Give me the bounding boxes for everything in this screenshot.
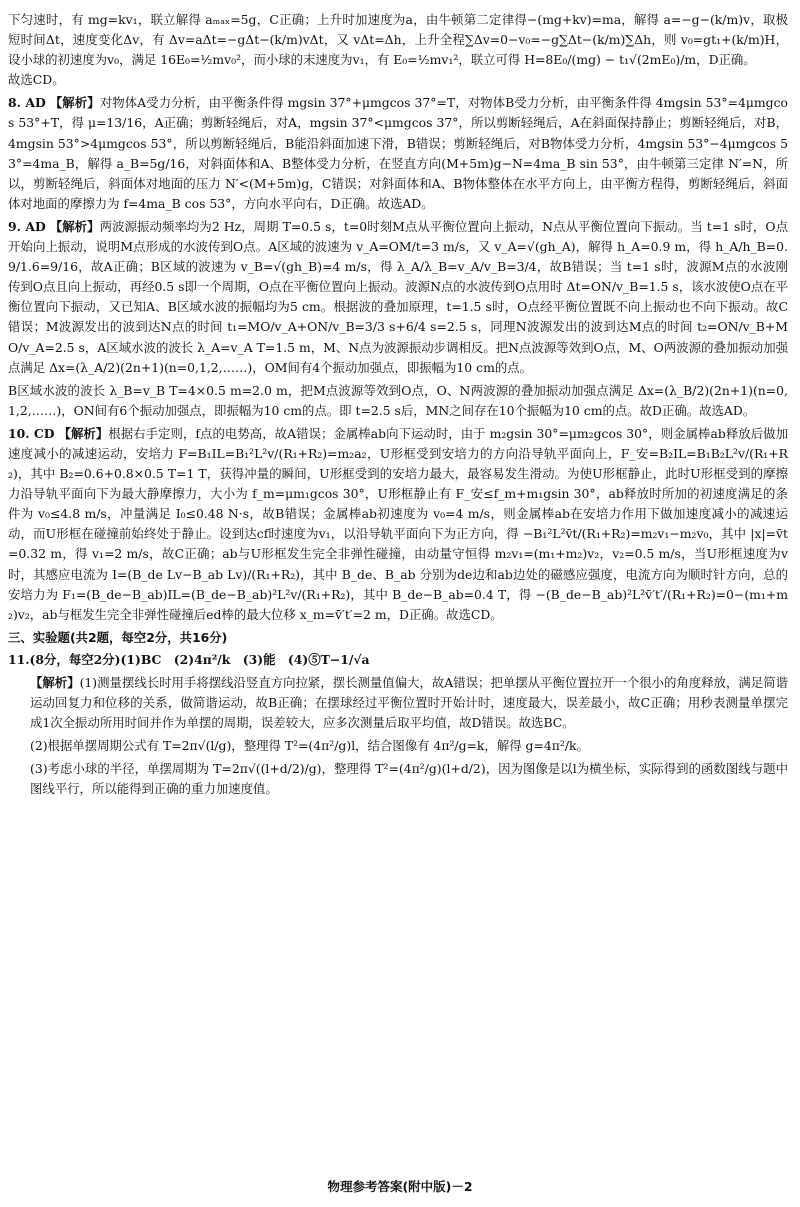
q11-part-2: (2)根据单摆周期公式有 T=2π√(l/g)，整理得 T²=(4π²/g)l，结合图像有 4π²/g=k，解得 g=4π²/k。 [30,738,589,754]
q7-conclusion: 故选CD。 [8,72,65,88]
q8-answer [8,93,788,214]
q11-analysis-tag: 【解析】 [30,675,80,690]
q9-answer-continued [8,381,788,421]
q10-analysis-tag: 【解析】 [58,425,109,441]
q9-answer [8,217,788,378]
q8-analysis-tag: 【解析】 [49,95,100,111]
page-footer: 物理参考答案(附中版)－2 [327,1179,473,1194]
q10-answer [8,424,788,625]
q11-part-3: (3)考虑小球的半径，单摆周期为 T=2π√((l+d/2)/g)，整理得 T²=(4π²/g)(l+d/2)，因为图像是以l为横坐标，实际得到的函数图线与题中图线平行，所以能得到正确的重力加速度值。 [30,761,788,797]
q9-number: 9. AD [8,218,46,234]
q7-text: 下匀速时，有 mg=kv₁，联立解得 aₘₐₓ=5g，C正确；上升时加速度为a，由牛顿第二定律得−(mg+kv)=ma，解得 a=−g−(k/m)v，取极短时间Δt，速度变化Δv，有 Δv=aΔt=−gΔt−(k/m)vΔt，又 vΔt=Δh，上升全程∑Δv=0−v₀=−g∑Δt−(k/m)∑Δh，则 v₀=gt₁+(k/m)H，设小球的初速度为v₀，满足 16E₀=½mv₀²，而小球的末速度为v₁，有 E₀=½mv₁²，联立可得 H=8E₀/(mg) − t₁√(2mE₀)/m，D正确。 [8,12,788,68]
q9-text-1: 两波源振动频率均为2 Hz，周期 T=0.5 s，t=0时刻M点从平衡位置向上振动，N点从平衡位置向下振动。当 t=1 s时，O点开始向上振动，说明M点形成的水波传到O点。A区域的波速为 v_A=OM/t=3 m/s，又 v_A=√(gh_A)，解得 h_A=0.9 m，得 h_A/h_B=0.9/1.6=9/16，故A正确；B区域的波速为 v_B=√(gh_B)=4 m/s，得 λ_A/λ_B=v_A/v_B=3/4，故B错误；当 t=1 s时，波源M点的水波刚传到O点且向上振动，再经0.5 s即一个周期，O点在平衡位置向上振动。波源N点的水波传到O点用时 Δt=ON/v_B=1.5 s，该水波使O点在平衡位置向下振动，又已知A、B区域水波的振幅均为5 cm。根据波的叠加原理，t=1.5 s时，O点经平衡位置既不向上振动也不向下振动。故C错误；M波源发出的波到达N点的时间 t₁=MO/v_A+ON/v_B=3/3 s+6/4 s=2.5 s，同理N波源发出的波到达M点的时间 t₂=ON/v_B+MO/v_A=2.5 s，A区域水波的波长 λ_A=v_A T=1.5 m，M、N点为波源振动步调相反。把N点波源等效到O点，M、O两波源的叠加振动加强点满足 Δx=(λ_A/2)(2n+1)(n=0,1,2,……)，OM间有4个振动加强点，即振幅为10 cm的点。 [8,218,789,375]
q10-text: 根据右手定则，f点的电势高，故A错误；金属棒ab向下运动时，由于 m₂gsin 30°=μm₂gcos 30°，则金属棒ab释放后做加速度减小的减速运动，安培力 F=B₁IL=B₁²L²v/(R₁+R₂)=m₂a₂，U形框受到安培力的方向沿导轨平面向上，F_安=B₂IL=B₁B₂L²v/(R₁+R₂)，其中 B₂=0.6+0.8×0.5 T=1 T，获得冲量的瞬间，U形框受到的安培力最大，最容易发生滑动。为使U形框静止，此时U形框受到的摩擦力沿导轨平面向下为最大静摩擦力，大小为 f_m=μm₁gcos 30°，U形框静止有 F_安≤f_m+m₁gsin 30°，ab释放时所加的初速度满足的条件为 v₀≤4.8 m/s，冲量满足 I₀≤0.48 N·s，故B错误；金属棒ab初速度为 v₀=4 m/s，则金属棒ab在安培力作用下做加速度减小的减速运动，而U形框在碰撞前始终处于静止。设到达cf时速度为v₁，以沿导轨平面向下为正方向，得 −B₁²L²v̄t/(R₁+R₂)=m₂v₁−m₂v₀，其中 |x|=v̄t=0.32 m，得 v₁=2 m/s，故C正确；ab与U形框发生完全非弹性碰撞，由动量守恒得 m₂v₁=(m₁+m₂)v₂，v₂=0.5 m/s，当U形框速度为v时，其感应电流为 I=(B_de Lv−B_ab Lv)/(R₁+R₂)，其中 B_de、B_ab 分别为de边和ab边处的磁感应强度，电流方向为顺时针方向，总的安培力为 F₁=(B_de−B_ab)IL=(B_de−B_ab)²L²v/(R₁+R₂)，其中 B_de−B_ab=0.4 T，得 −(B_de−B_ab)²L²v̄′t′/(R₁+R₂)=0−(m₁+m₂)v₂，ab与框发生完全非弹性碰撞后ed棒的最大位移 x_m=v̄′t′=2 m，D正确。故选CD。 [8,425,789,622]
q11-head: 11.(8分，每空2分)(1)BC (2)4π²/k (3)能 (4)⑤T−1/√a [8,651,370,667]
q11-part-1: (1)测量摆线长时用手将摆线沿竖直方向拉紧，摆长测量值偏大，故A错误；把单摆从平衡位置拉开一个很小的角度释放，满足简谐运动回复力和位移的关系，做简谐运动，故B正确；在摆球经过平衡位置时开始计时，速度最大，误差最小，故C正确；用秒表测量单摆完成1次全振动所用时间并作为单摆的周期，误差较大，应多次测量后取平均值，故D错误。故选BC。 [30,675,788,731]
q9-analysis-tag: 【解析】 [49,218,100,234]
q10-number: 10. CD [8,425,55,441]
q7-continuation [8,10,788,90]
q11-analysis-1 [8,673,788,733]
section-heading-experiments: 三、实验题(共2题，每空2分，共16分) [8,629,228,645]
q9-text-2: B区域水波的波长 λ_B=v_B T=4×0.5 m=2.0 m，把M点波源等效到O点，O、N两波源的叠加振动加强点满足 Δx=(λ_B/2)(2n+1)(n=0,1,2,……)，ON间有6个振动加强点，即振幅为10 cm的点。即 t=2.5 s后，MN之间存在10个振幅为10 cm的点。故D正确。故选AD。 [8,382,788,418]
q11-answer-line [8,650,788,670]
q8-number: 8. AD [8,95,46,111]
q11-analysis-3 [8,759,788,799]
q11-analysis-2 [8,736,788,756]
q8-text: 对物体A受力分析，由平衡条件得 mgsin 37°+μmgcos 37°=T，对物体B受力分析，由平衡条件得 4mgsin 53°=4μmgcos 53°+T，得 μ=13/16，A正确；剪断轻绳后，对A，mgsin 37°<μmgcos 37°，所以剪断轻绳后，A在斜面保持静止；剪断轻绳后，对B，4mgsin 53°>4μmgcos 53°，所以剪断轻绳后，B能沿斜面加速下滑，B错误；剪断轻绳后，对B物体受力分析，4mgsin 53°−4μmgcos 53°=4ma_B，解得 a_B=5g/16，对斜面体和A、B整体受力分析，在竖直方向(M+5m)g−N=4ma_B sin 53°，由牛顿第三定律 N′=N，所以，剪断轻绳后，斜面体对地面的压力 N′<(M+5m)g，C错误；对斜面体和A、B物体整体在水平方向上，由平衡方程得，剪断轻绳后，斜面体对地面的摩擦力为 f=4ma_B cos 53°，方向水平向右，D正确。故选AD。 [8,95,789,211]
